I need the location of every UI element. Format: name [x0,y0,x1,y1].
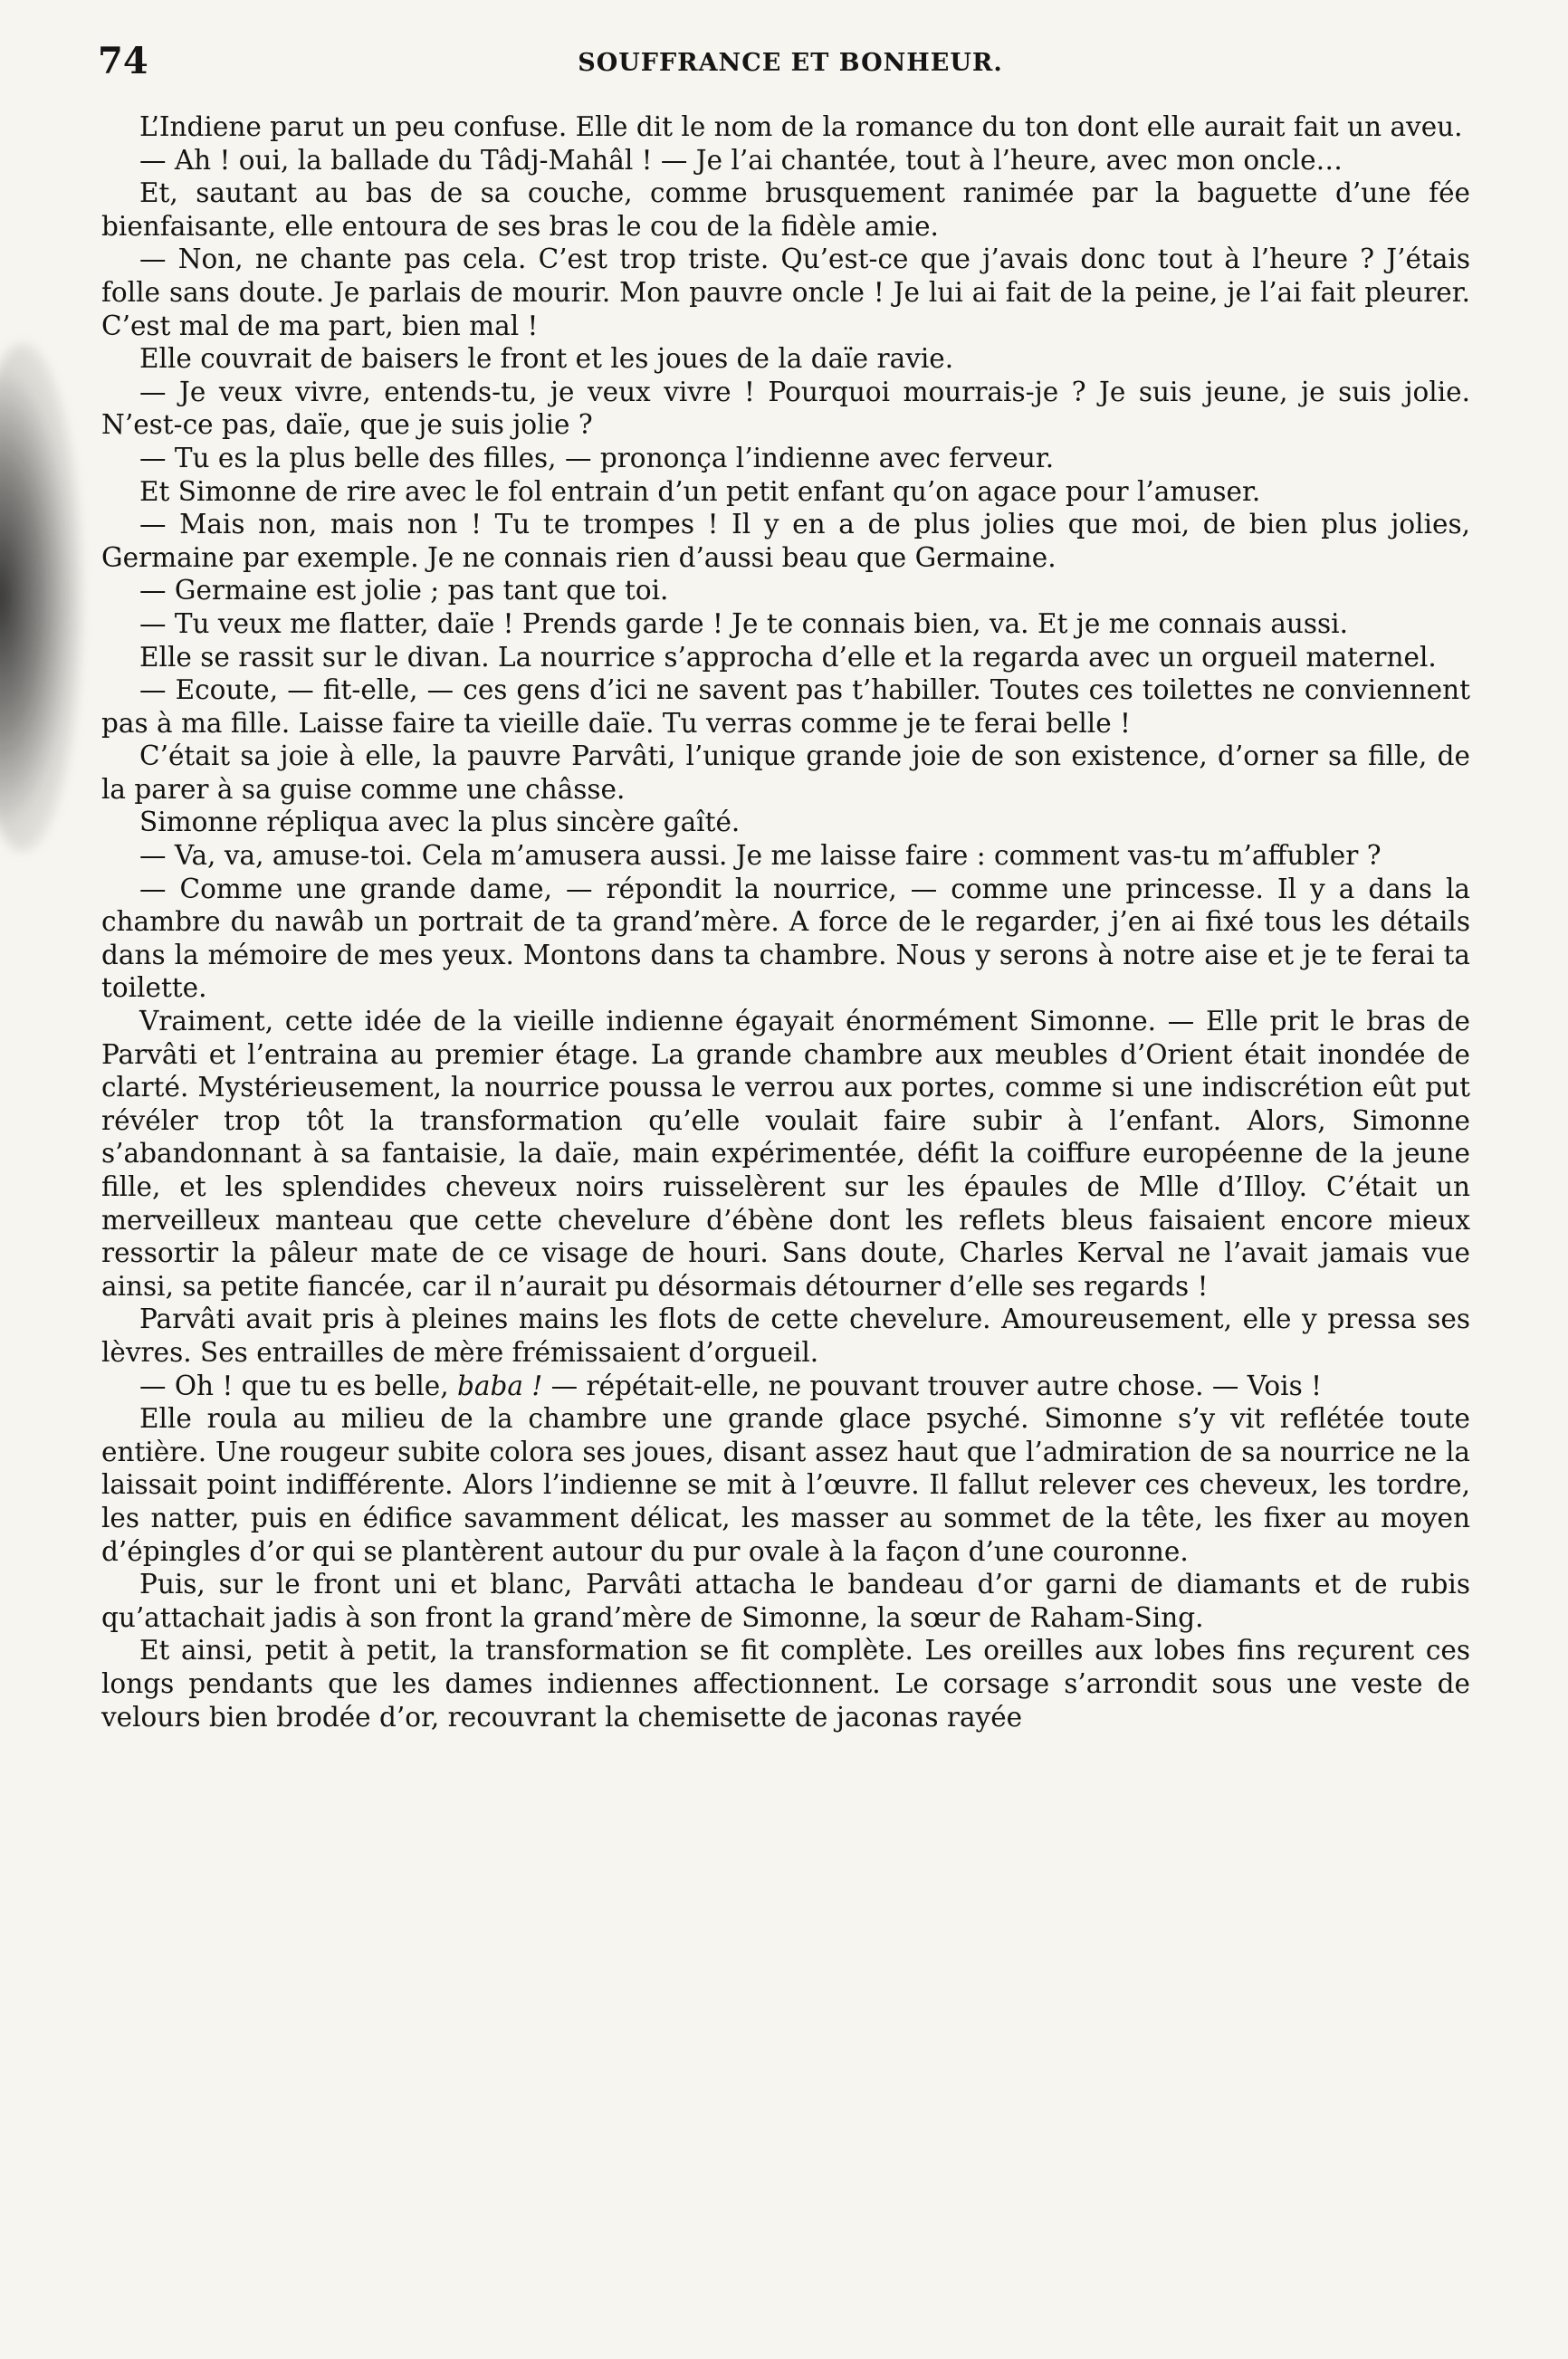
body-text [101,110,1470,1733]
paragraph-exclamation [101,1370,1470,1403]
paragraph: — Je veux vivre, entends-tu, je veux vivre ! Pourquoi mourrais-je ? Je suis jeune, je suis jolie. N’est-ce pas, daïe, que je suis jolie ? [101,376,1470,441]
running-title: SOUFFRANCE ET BONHEUR. [578,49,1003,77]
paragraph: — Mais non, mais non ! Tu te trompes ! Il y en a de plus jolies que moi, de bien plus jolies, Germaine par exemple. Je ne connais rien d’aussi beau que Germaine. [101,509,1470,573]
paragraph: Et ainsi, petit à petit, la transformation se fit complète. Les oreilles aux lobes fins reçurent ces longs pendants que les dames indiennes affectionnent. Le corsage s’arrondit sous une veste de velours bien brodée d’or, recouvrant la chemisette de jaconas rayée [101,1635,1470,1733]
paragraph: L’Indiene parut un peu confuse. Elle dit le nom de la romance du ton dont elle aurait fait un aveu. [139,111,1463,142]
paragraph: Et Simonne de rire avec le fol entrain d’un petit enfant qu’on agace pour l’amuser. [139,475,1261,507]
paragraph: Parvâti avait pris à pleines mains les flots de cette chevelure. Amoureusement, elle y pressa ses lèvres. Ses entrailles de mère frémissaient d’orgueil. [101,1304,1470,1368]
exclamation-start: — Oh ! que tu es belle, [139,1370,458,1401]
paragraph: C’était sa joie à elle, la pauvre Parvâti, l’unique grande joie de son existence, d’orner sa fille, de la parer à sa guise comme une châsse. [101,740,1470,805]
paragraph: — Ah ! oui, la ballade du Tâdj-Mahâl ! — Je l’ai chantée, tout à l’heure, avec mon oncle… [139,144,1343,176]
paragraph: Et, sautant au bas de sa couche, comme brusquement ranimée par la baguette d’une fée bienfaisante, elle entoura de ses bras le cou de la fidèle amie. [101,177,1470,242]
paragraph: Elle couvrait de baisers le front et les joues de la daïe ravie. [139,343,954,375]
paragraph: — Ecoute, — fit-elle, — ces gens d’ici ne savent pas t’habiller. Toutes ces toilettes ne conviennent pas à ma fille. Laisse faire ta vieille daïe. Tu verras comme je te ferai belle ! [101,674,1470,739]
paragraph: Vraiment, cette idée de la vieille indienne égayait énormément Simonne. — Elle prit le bras de Parvâti et l’entraina au premier étage. La grande chambre aux meubles d’Orient était inondée de clarté. Mystérieusement, la nourrice poussa le verrou aux portes, comme si une indiscrétion eût put révéler trop tôt la transformation qu’elle voulait faire subir à l’enfant. Alors, Simonne s’abandonnant à sa fantaisie, la daïe, main expérimentée, défit la coiffure européenne de la jeune fille, et les splendides cheveux noirs ruisselèrent sur les épaules de Mlle d’Illoy. C’était un merveilleux manteau que cette chevelure d’ébène dont les reflets bleus faisaient encore mieux ressortir la pâleur mate de ce visage de houri. Sans doute, Charles Kerval ne l’avait jamais vue ainsi, sa petite fiancée, car il n’aurait pu désormais détourner d’elle ses regards ! [101,1006,1470,1302]
page-header [98,36,1483,91]
paragraph: — Comme une grande dame, — répondit la nourrice, — comme une princesse. Il y a dans la chambre du nawâb un portrait de ta grand’mère. A force de le regarder, j’en ai fixé tous les détails dans la mémoire de mes yeux. Montons dans ta chambre. Nous y serons à notre aise et je te ferai ta toilette. [101,873,1470,1004]
exclamation-italic: baba ! [457,1370,543,1401]
paragraph: — Non, ne chante pas cela. C’est trop triste. Qu’est-ce que j’avais donc tout à l’heure ? J’étais folle sans doute. Je parlais de mourir. Mon pauvre oncle ! Je lui ai fait de la peine, je l’ai fait pleurer. C’est mal de ma part, bien mal ! [101,244,1470,341]
paragraph: Simonne répliqua avec la plus sincère gaîté. [139,807,741,838]
paragraph: Elle roula au milieu de la chambre une grande glace psyché. Simonne s’y vit reflétée toute entière. Une rougeur subite colora ses joues, disant assez haut que l’admiration de sa nourrice ne la laissait point indifférente. Alors l’indienne se mit à l’œuvre. Il fallut relever ces cheveux, les tordre, les natter, puis en édifice savamment délicat, les masser au sommet de la tête, les fixer au moyen d’épingles d’or qui se plantèrent autour du pur ovale à la façon d’une couronne. [101,1403,1470,1567]
paragraph: — Tu es la plus belle des filles, — prononça l’indienne avec ferveur. [139,442,1055,473]
paragraph: — Va, va, amuse-toi. Cela m’amusera aussi. Je me laisse faire : comment vas-tu m’affubler ? [139,840,1382,872]
paragraph: — Germaine est jolie ; pas tant que toi. [139,575,669,606]
exclamation-end: — répétait-elle, ne pouvant trouver autre chose. — Vois ! [542,1370,1322,1401]
paragraph: — Tu veux me flatter, daïe ! Prends garde ! Je te connais bien, va. Et je me connais aussi. [139,607,1348,639]
ink-stain [0,344,81,851]
paragraph: Puis, sur le front uni et blanc, Parvâti attacha le bandeau d’or garni de diamants et de rubis qu’attachait jadis à son front la grand’mère de Simonne, la sœur de Raham-Sing. [101,1569,1470,1633]
paragraph: Elle se rassit sur le divan. La nourrice s’approcha d’elle et la regarda avec un orgueil maternel. [139,641,1437,673]
page-number: 74 [98,40,148,82]
